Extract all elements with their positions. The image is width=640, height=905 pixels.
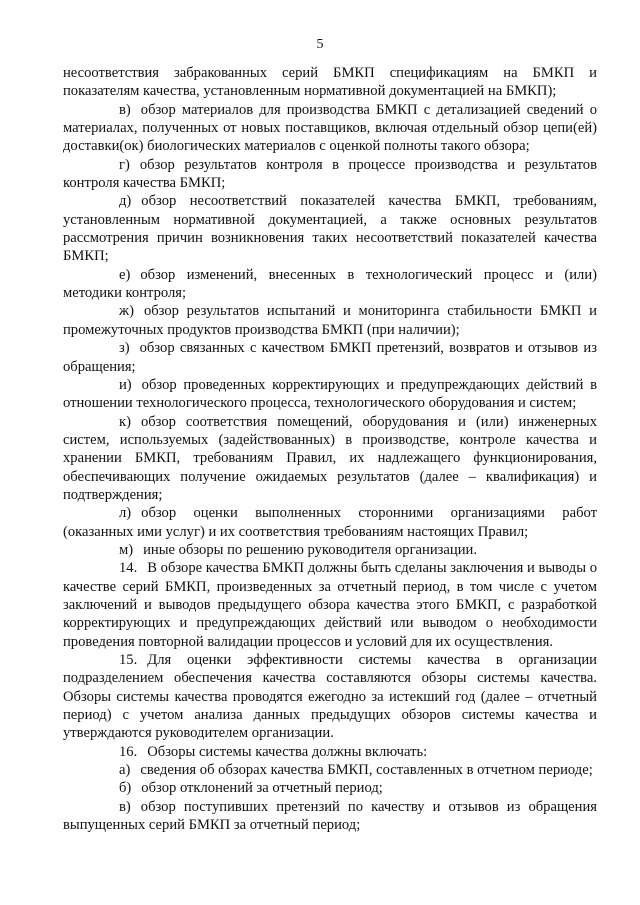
list-item-a xyxy=(63,761,597,779)
list-marker: а) xyxy=(119,762,131,779)
list-marker: и) xyxy=(119,376,132,393)
list-marker: в) xyxy=(119,101,131,118)
paragraph-text: Обзоры системы качества должны включать: xyxy=(147,743,428,760)
list-item-e xyxy=(63,266,597,303)
list-marker: л) xyxy=(119,505,132,522)
list-marker: м) xyxy=(119,541,134,558)
list-item-k xyxy=(63,413,597,505)
list-item-v2 xyxy=(63,798,597,835)
section-number: 14. xyxy=(119,560,138,577)
section-14 xyxy=(63,559,597,651)
paragraph-text: иные обзоры по решению руководителя организации. xyxy=(143,541,477,558)
list-marker: к) xyxy=(119,413,131,430)
section-number: 15. xyxy=(119,652,138,668)
paragraph-text: обзор материалов для производства БМКП с детализацией сведений о материалах, полученных от новых поставщиков, включая отдельный обзор цепи(ей) доставки(ок) биологических материалов с оценкой полноты такого обзора; xyxy=(63,101,597,155)
page-number: 5 xyxy=(316,37,324,52)
list-item-i xyxy=(63,376,597,413)
list-item-g xyxy=(63,156,597,193)
list-marker: г) xyxy=(119,156,130,173)
list-marker: б) xyxy=(119,780,132,797)
list-marker: з) xyxy=(119,340,130,357)
list-marker: д) xyxy=(119,193,132,210)
paragraph-text: обзор изменений, внесенных в технологический процесс и (или) методики контроля; xyxy=(63,266,597,302)
paragraph-text: обзор несоответствий показателей качества БМКП, требованиям, установленным нормативной документацией, а также основных результатов рассмотрения причин возникновения таких несоответствий показателей качества БМКП; xyxy=(63,193,597,265)
paragraph-text: Для оценки эффективности системы качества в организации подразделением обеспечения качества составляются обзоры системы качества. Обзоры системы качества проводятся ежегодно за истекший год (далее – отчетный период) с учетом анализа данных предыдущих обзоров системы качества и утверждаются руководителем организации. xyxy=(63,652,597,742)
list-marker: е) xyxy=(119,266,131,283)
paragraph-text: В обзоре качества БМКП должны быть сделаны заключения и выводы о качестве серий БМКП, произведенных за отчетный период, в том числе с учетом заключений и выводов предыдущего обзора качества этого БМКП, с разработкой корректирующих и предупреждающих действий или выводом о необходимости проведения повторной валидации процессов и условий для их осуществления. xyxy=(63,560,597,650)
list-item-l xyxy=(63,504,597,541)
list-marker: в) xyxy=(119,798,131,815)
list-item-z xyxy=(63,339,597,376)
list-item-zh xyxy=(63,302,597,339)
list-item-d xyxy=(63,192,597,265)
paragraph-text: обзор проведенных корректирующих и предупреждающих действий в отношении технологического процесса, технологического оборудования и систем; xyxy=(63,376,597,412)
paragraph-text: обзор результатов контроля в процессе производства и результатов контроля качества БМКП; xyxy=(63,156,597,192)
paragraph-text: обзор результатов испытаний и мониторинга стабильности БМКП и промежуточных продуктов производства БМКП (при наличии); xyxy=(63,303,597,338)
paragraph-text: обзор поступивших претензий по качеству и отзывов из обращения выпущенных серий БМКП за отчетный период; xyxy=(63,798,597,834)
paragraph-text: несоответствия забракованных серий БМКП спецификациям на БМКП и показателям качества, установленным нормативной документацией на БМКП); xyxy=(63,65,597,100)
list-item-m xyxy=(63,541,597,559)
list-item-v xyxy=(63,101,597,156)
list-item-b xyxy=(63,779,597,797)
list-marker: ж) xyxy=(119,303,134,320)
paragraph-text: обзор соответствия помещений, оборудования и (или) инженерных систем, используемых (задействованных) в производстве, контроле качества и хранении БМКП, требованиям Правил, их надлежащего функционирования, обеспечивающих получение ожидаемых результатов (далее – квалификация) и подтверждения; xyxy=(63,413,597,503)
section-15 xyxy=(63,651,597,743)
paragraph-continuation xyxy=(63,64,597,101)
document-body xyxy=(63,64,597,834)
paragraph-text: обзор оценки выполненных сторонними организациями работ (оказанных ими услуг) и их соответствия требованиям настоящих Правил; xyxy=(63,505,597,540)
paragraph-text: обзор связанных с качеством БМКП претензий, возвратов и отзывов из обращения; xyxy=(63,340,597,375)
section-number: 16. xyxy=(119,743,138,760)
paragraph-text: обзор отклонений за отчетный период; xyxy=(141,780,383,797)
paragraph-text: сведения об обзорах качества БМКП, составленных в отчетном периоде; xyxy=(140,762,593,779)
section-16 xyxy=(63,743,597,761)
